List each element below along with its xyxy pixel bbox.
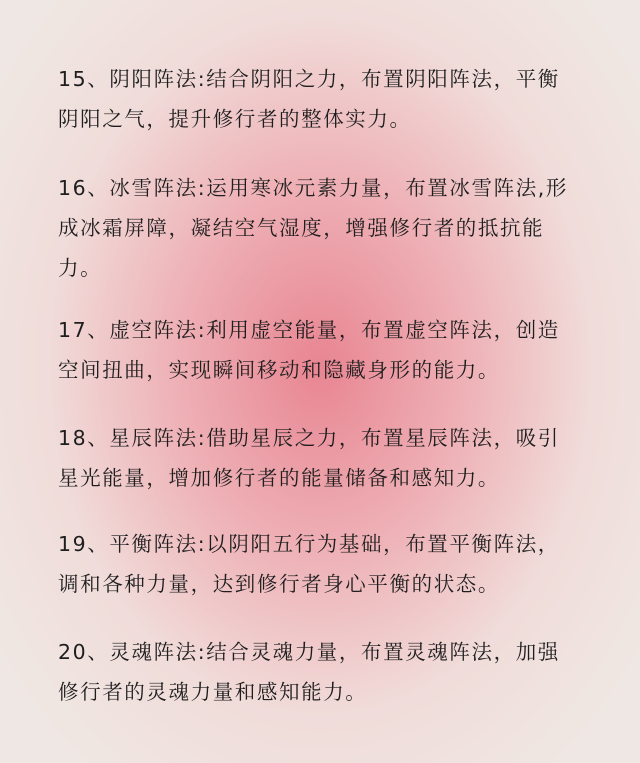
text-line: 15、阴阳阵法:结合阴阳之力，布置阴阳阵法，平衡 (58, 67, 560, 91)
text-line: 20、灵魂阵法:结合灵魂力量，布置灵魂阵法，加强 (58, 640, 560, 664)
paragraph-star-formation (58, 418, 598, 498)
text-line: 阴阳之气，提升修行者的整体实力。 (58, 107, 412, 131)
text-line: 成冰霜屏障，凝结空气湿度，增强修行者的抵抗能 (58, 216, 545, 240)
paragraph-ice-snow-formation (58, 168, 598, 288)
paragraph-yinyang-formation (58, 59, 598, 139)
text-line: 力。 (58, 256, 103, 280)
text-line: 17、虚空阵法:利用虚空能量，布置虚空阵法，创造 (58, 318, 560, 342)
text-line: 空间扭曲，实现瞬间移动和隐藏身形的能力。 (58, 358, 500, 382)
paragraph-soul-formation (58, 632, 598, 712)
text-line: 星光能量，增加修行者的能量储备和感知力。 (58, 466, 500, 490)
text-line: 19、平衡阵法:以阴阳五行为基础，布置平衡阵法， (58, 532, 560, 556)
paragraph-balance-formation (58, 524, 598, 604)
text-line: 修行者的灵魂力量和感知能力。 (58, 680, 368, 704)
paragraph-void-formation (58, 310, 598, 390)
text-line: 18、星辰阵法:借助星辰之力，布置星辰阵法，吸引 (58, 426, 560, 450)
text-line: 16、冰雪阵法:运用寒冰元素力量，布置冰雪阵法,形 (58, 176, 569, 200)
text-line: 调和各种力量，达到修行者身心平衡的状态。 (58, 572, 500, 596)
